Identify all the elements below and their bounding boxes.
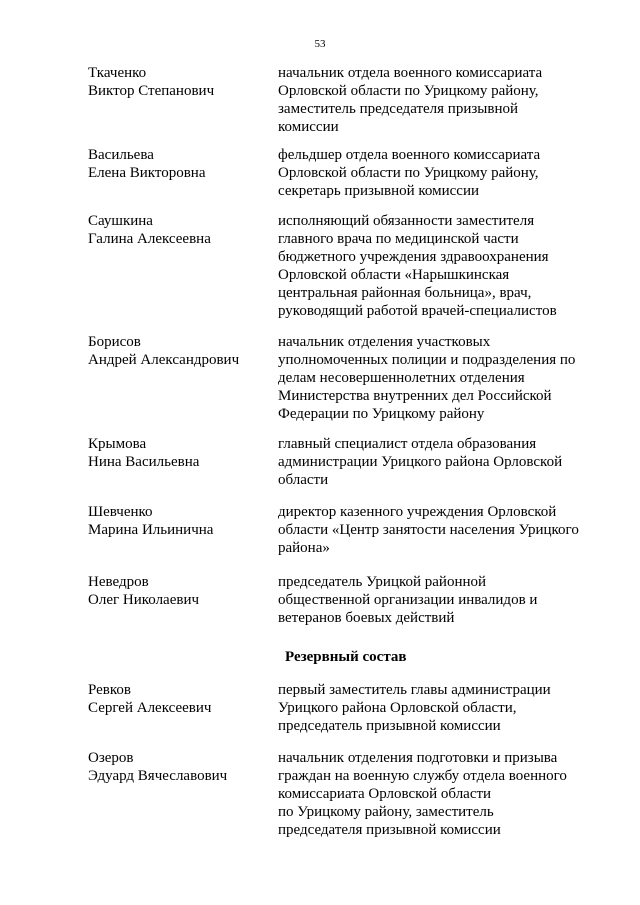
member-surname: Ревков — [88, 682, 131, 698]
member-given-name: Сергей Алексеевич — [88, 700, 212, 716]
role-line: по Урицкому району, заместитель — [278, 804, 494, 820]
role-line: секретарь призывной комиссии — [278, 183, 480, 199]
role-line: комиссии — [278, 119, 339, 135]
role-line: района» — [278, 540, 330, 556]
role-line: Урицкого района Орловской области, — [278, 700, 517, 716]
role-line: руководящий работой врачей-специалистов — [278, 303, 557, 319]
member-name — [88, 435, 268, 471]
role-line: администрации Урицкого района Орловской — [278, 454, 563, 470]
role-line: главного врача по медицинской части — [278, 231, 519, 247]
role-line: начальник отделения участковых — [278, 334, 491, 350]
reserve-section-title: Резервный состав — [285, 649, 407, 665]
role-line: центральная районная больница», врач, — [278, 285, 532, 301]
member-name — [88, 681, 268, 717]
member-role — [278, 435, 598, 489]
member-given-name: Марина Ильинична — [88, 522, 214, 538]
member-name — [88, 333, 268, 369]
member-role — [278, 749, 598, 839]
role-line: начальник отдела военного комиссариата — [278, 65, 543, 81]
member-name — [88, 64, 268, 100]
role-line: бюджетного учреждения здравоохранения — [278, 249, 549, 265]
member-role — [278, 573, 598, 627]
page-number: 53 — [314, 38, 326, 50]
role-line: председателя призывной комиссии — [278, 822, 501, 838]
member-role — [278, 212, 598, 320]
role-line: области — [278, 472, 329, 488]
member-name — [88, 146, 268, 182]
member-role — [278, 146, 598, 200]
member-name — [88, 212, 268, 248]
role-line: фельдшер отдела военного комиссариата — [278, 147, 541, 163]
role-line: ветеранов боевых действий — [278, 610, 455, 626]
member-name — [88, 573, 268, 609]
role-line: исполняющий обязанности заместителя — [278, 213, 535, 229]
role-line: заместитель председателя призывной — [278, 101, 518, 117]
role-line: Орловской области «Нарышкинская — [278, 267, 510, 283]
role-line: делам несовершеннолетних отделения — [278, 370, 525, 386]
role-line: уполномоченных полиции и подразделения по — [278, 352, 576, 368]
member-surname: Ткаченко — [88, 65, 147, 81]
role-line: директор казенного учреждения Орловской — [278, 504, 557, 520]
member-surname: Крымова — [88, 436, 147, 452]
role-line: председатель Урицкой районной — [278, 574, 487, 590]
member-surname: Васильева — [88, 147, 154, 163]
member-given-name: Нина Васильевна — [88, 454, 200, 470]
member-surname: Саушкина — [88, 213, 153, 229]
role-line: первый заместитель главы администрации — [278, 682, 551, 698]
member-given-name: Андрей Александрович — [88, 352, 240, 368]
member-name — [88, 503, 268, 539]
role-line: Орловской области по Урицкому району, — [278, 83, 539, 99]
role-line: граждан на военную службу отдела военного — [278, 768, 567, 784]
role-line: главный специалист отдела образования — [278, 436, 537, 452]
role-line: Федерации по Урицкому району — [278, 406, 485, 422]
member-surname: Неведров — [88, 574, 149, 590]
member-surname: Шевченко — [88, 504, 153, 520]
role-line: Министерства внутренних дел Российской — [278, 388, 552, 404]
role-line: области «Центр занятости населения Урицкого — [278, 522, 579, 538]
member-given-name: Эдуард Вячеславович — [88, 768, 228, 784]
role-line: начальник отделения подготовки и призыва — [278, 750, 558, 766]
member-surname: Озеров — [88, 750, 134, 766]
member-given-name: Олег Николаевич — [88, 592, 200, 608]
role-line: председатель призывной комиссии — [278, 718, 501, 734]
role-line: Орловской области по Урицкому району, — [278, 165, 539, 181]
member-given-name: Елена Викторовна — [88, 165, 206, 181]
member-role — [278, 64, 598, 136]
member-surname: Борисов — [88, 334, 141, 350]
member-role — [278, 503, 598, 557]
member-role — [278, 681, 598, 735]
role-line: общественной организации инвалидов и — [278, 592, 538, 608]
member-given-name: Виктор Степанович — [88, 83, 215, 99]
member-role — [278, 333, 598, 423]
member-given-name: Галина Алексеевна — [88, 231, 211, 247]
member-name — [88, 749, 268, 785]
role-line: комиссариата Орловской области — [278, 786, 492, 802]
